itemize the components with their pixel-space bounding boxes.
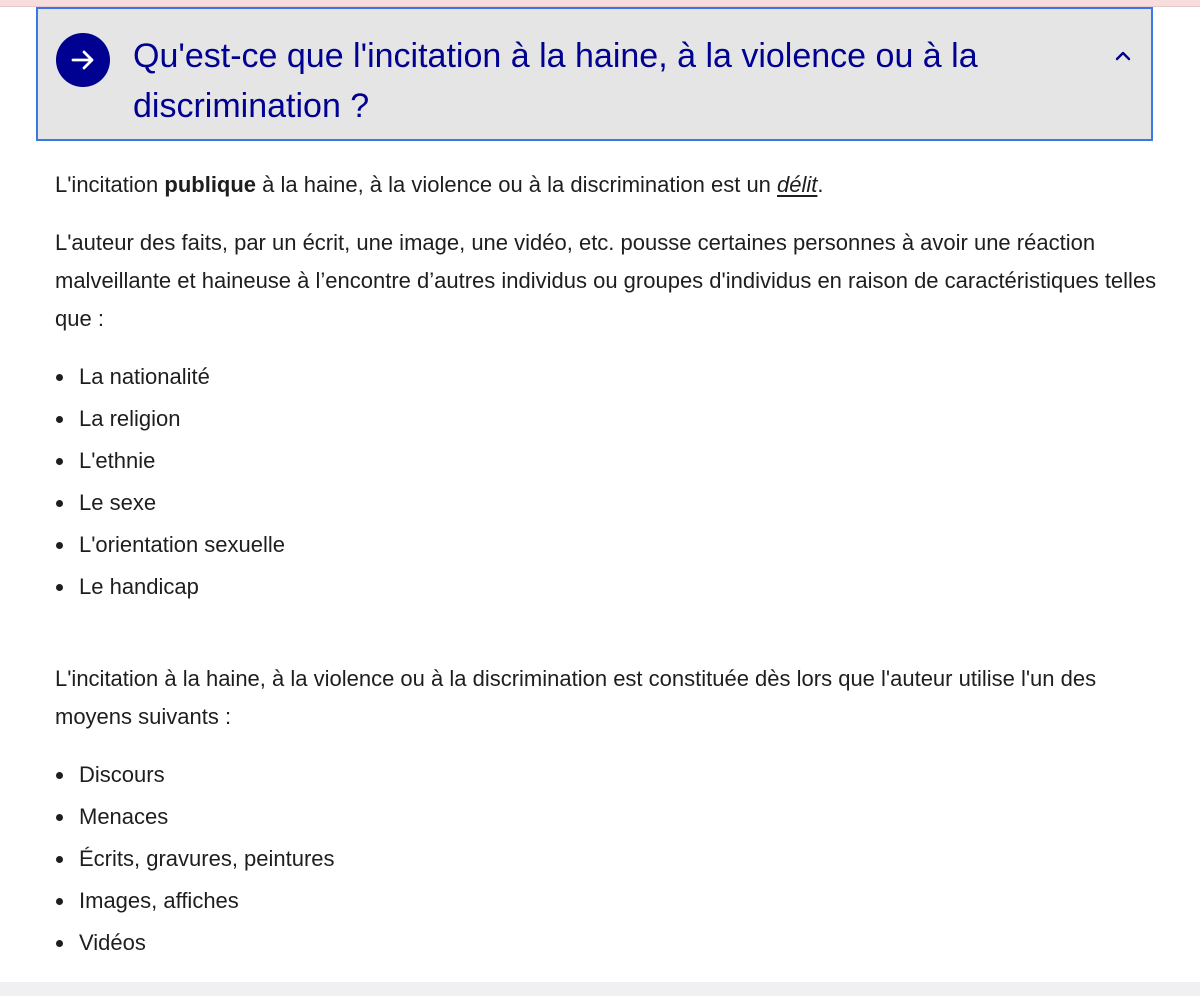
characteristics-list bbox=[55, 358, 285, 610]
delit-definition-link[interactable]: délit bbox=[777, 172, 818, 197]
means-list bbox=[55, 756, 335, 966]
list-item: Discours bbox=[55, 756, 335, 798]
list-item: Le handicap bbox=[55, 568, 285, 610]
intro-text-middle: à la haine, à la violence ou à la discrimination est un bbox=[256, 172, 778, 197]
means-intro-paragraph: L'incitation à la haine, à la violence ou à la discrimination est constituée dès lors que l'auteur utilise l'un des moyens suivants : bbox=[55, 666, 1097, 729]
list-item: Le sexe bbox=[55, 484, 285, 526]
chevron-up-icon[interactable] bbox=[1113, 49, 1133, 68]
intro-text-before: L'incitation bbox=[55, 172, 165, 197]
list-item: La nationalité bbox=[55, 358, 285, 400]
top-page-strip bbox=[0, 0, 1200, 7]
list-item: Images, affiches bbox=[55, 882, 335, 924]
list-item: Écrits, gravures, peintures bbox=[55, 840, 335, 882]
list-item: Vidéos bbox=[55, 924, 335, 966]
intro-paragraph bbox=[55, 166, 1165, 204]
list-item: L'ethnie bbox=[55, 442, 285, 484]
bottom-page-strip bbox=[0, 982, 1200, 996]
intro-text-after: . bbox=[817, 172, 824, 197]
intro-bold-publique: publique bbox=[164, 172, 257, 197]
list-item: L'orientation sexuelle bbox=[55, 526, 285, 568]
list-item: Menaces bbox=[55, 798, 335, 840]
arrow-right-icon bbox=[56, 33, 110, 87]
explanation-paragraph: L'auteur des faits, par un écrit, une image, une vidéo, etc. pousse certaines personnes à avoir une réaction malveillante et haineuse à l’encontre d’autres individus ou groupes d'individus en raison de caractéristiques telles que : bbox=[55, 230, 1157, 331]
accordion-title: Qu'est-ce que l'incitation à la haine, à la violence ou à la discrimination ? bbox=[133, 37, 978, 125]
accordion-header-button[interactable] bbox=[36, 7, 1153, 141]
list-item: La religion bbox=[55, 400, 285, 442]
